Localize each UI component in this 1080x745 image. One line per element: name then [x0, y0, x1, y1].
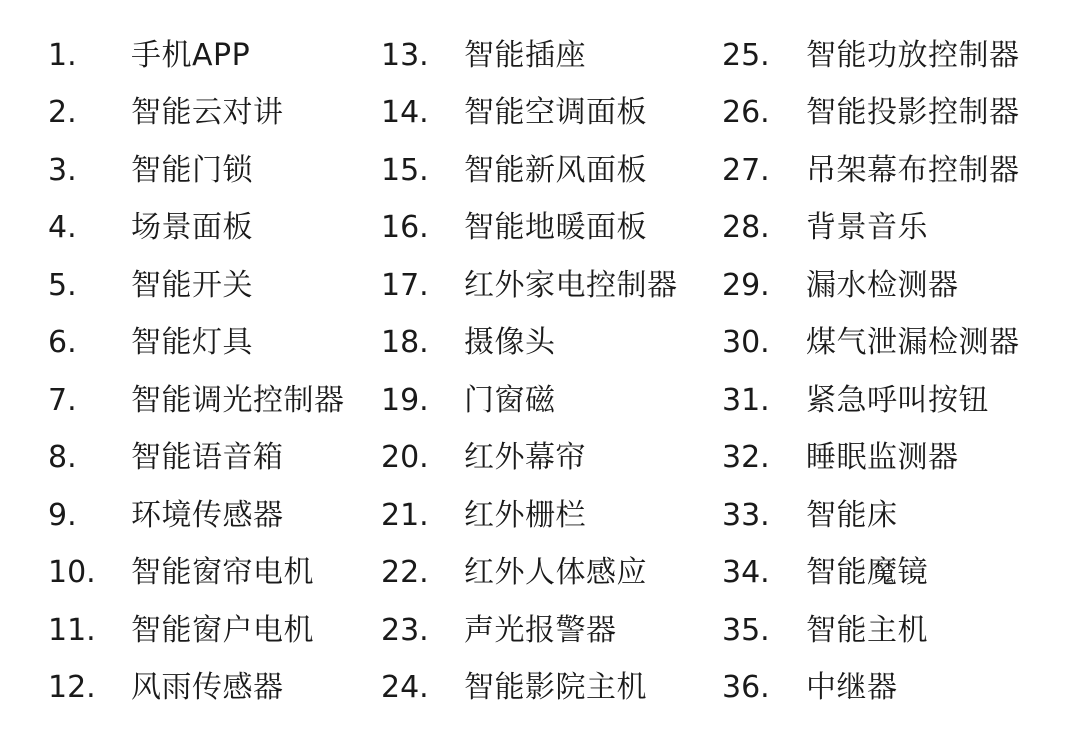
list-item — [48, 660, 345, 718]
item-label: 场景面板 — [131, 210, 253, 246]
item-number: 30. — [722, 325, 770, 361]
item-label: 智能插座 — [464, 37, 586, 73]
list-item — [722, 660, 1020, 718]
list-item — [722, 257, 1020, 315]
list-item — [48, 257, 345, 315]
item-number: 14. — [381, 95, 429, 131]
item-number: 6. — [48, 325, 77, 361]
item-number: 4. — [48, 210, 77, 246]
device-list-column-1 — [48, 27, 345, 717]
list-item — [722, 85, 1020, 143]
item-number: 15. — [381, 152, 429, 188]
item-label: 智能门锁 — [131, 152, 253, 188]
list-item — [722, 315, 1020, 373]
list-item — [48, 487, 345, 545]
item-number: 33. — [722, 497, 770, 533]
list-item — [381, 372, 678, 430]
item-number: 23. — [381, 612, 429, 648]
list-item — [722, 142, 1020, 200]
list-item — [381, 257, 678, 315]
list-item — [48, 142, 345, 200]
list-item — [722, 430, 1020, 488]
list-item — [48, 430, 345, 488]
item-label: 红外人体感应 — [464, 555, 647, 591]
item-label: 摄像头 — [464, 325, 556, 361]
item-number: 21. — [381, 497, 429, 533]
item-number: 19. — [381, 382, 429, 418]
item-number: 1. — [48, 37, 77, 73]
list-item — [48, 602, 345, 660]
list-item — [48, 27, 345, 85]
item-label: 智能语音箱 — [131, 440, 284, 476]
device-list-column-3 — [722, 27, 1020, 717]
item-number: 28. — [722, 210, 770, 246]
item-number: 25. — [722, 37, 770, 73]
item-number: 24. — [381, 670, 429, 706]
item-label: 红外幕帘 — [464, 440, 586, 476]
item-label: 智能床 — [806, 497, 898, 533]
item-number: 13. — [381, 37, 429, 73]
item-label: 红外家电控制器 — [464, 267, 678, 303]
item-label: 智能灯具 — [131, 325, 253, 361]
item-label: 门窗磁 — [464, 382, 556, 418]
item-label: 紧急呼叫按钮 — [806, 382, 989, 418]
item-number: 20. — [381, 440, 429, 476]
item-label: 背景音乐 — [806, 210, 928, 246]
item-number: 18. — [381, 325, 429, 361]
list-item — [381, 315, 678, 373]
item-label: 智能新风面板 — [464, 152, 647, 188]
item-number: 29. — [722, 267, 770, 303]
item-number: 12. — [48, 670, 96, 706]
list-item — [381, 27, 678, 85]
item-label: 红外栅栏 — [464, 497, 586, 533]
item-number: 9. — [48, 497, 77, 533]
item-number: 10. — [48, 555, 96, 591]
list-item — [48, 85, 345, 143]
item-label: 智能主机 — [806, 612, 928, 648]
item-label: 吊架幕布控制器 — [806, 152, 1020, 188]
item-number: 8. — [48, 440, 77, 476]
item-label: 睡眠监测器 — [806, 440, 959, 476]
item-number: 5. — [48, 267, 77, 303]
item-number: 36. — [722, 670, 770, 706]
item-label: 漏水检测器 — [806, 267, 959, 303]
item-number: 27. — [722, 152, 770, 188]
list-item — [381, 487, 678, 545]
item-label: 智能云对讲 — [131, 95, 284, 131]
item-label: 智能窗户电机 — [131, 612, 314, 648]
list-item — [381, 200, 678, 258]
list-item — [48, 545, 345, 603]
item-label: 煤气泄漏检测器 — [806, 325, 1020, 361]
item-number: 31. — [722, 382, 770, 418]
list-item — [381, 660, 678, 718]
item-number: 17. — [381, 267, 429, 303]
item-number: 35. — [722, 612, 770, 648]
item-label: 智能地暖面板 — [464, 210, 647, 246]
item-label: 智能调光控制器 — [131, 382, 345, 418]
item-label: 智能窗帘电机 — [131, 555, 314, 591]
item-label: 环境传感器 — [131, 497, 284, 533]
list-item — [48, 315, 345, 373]
list-item — [722, 545, 1020, 603]
list-item — [381, 430, 678, 488]
item-label: 智能影院主机 — [464, 670, 647, 706]
item-label: 风雨传感器 — [131, 670, 284, 706]
device-list-column-2 — [381, 27, 678, 717]
item-label: 智能魔镜 — [806, 555, 928, 591]
item-number: 11. — [48, 612, 96, 648]
item-label: 智能空调面板 — [464, 95, 647, 131]
item-label: 智能功放控制器 — [806, 37, 1020, 73]
list-item — [722, 602, 1020, 660]
item-number: 3. — [48, 152, 77, 188]
list-item — [722, 487, 1020, 545]
list-item — [381, 85, 678, 143]
item-label: 中继器 — [806, 670, 898, 706]
item-number: 34. — [722, 555, 770, 591]
item-label: 手机APP — [131, 37, 251, 73]
item-number: 32. — [722, 440, 770, 476]
item-label: 智能开关 — [131, 267, 253, 303]
list-item — [722, 27, 1020, 85]
list-item — [48, 200, 345, 258]
item-number: 2. — [48, 95, 77, 131]
item-label: 声光报警器 — [464, 612, 617, 648]
item-number: 7. — [48, 382, 77, 418]
list-item — [48, 372, 345, 430]
list-item — [722, 200, 1020, 258]
item-number: 26. — [722, 95, 770, 131]
list-item — [381, 142, 678, 200]
list-item — [722, 372, 1020, 430]
item-label: 智能投影控制器 — [806, 95, 1020, 131]
item-number: 16. — [381, 210, 429, 246]
list-item — [381, 602, 678, 660]
item-number: 22. — [381, 555, 429, 591]
list-item — [381, 545, 678, 603]
